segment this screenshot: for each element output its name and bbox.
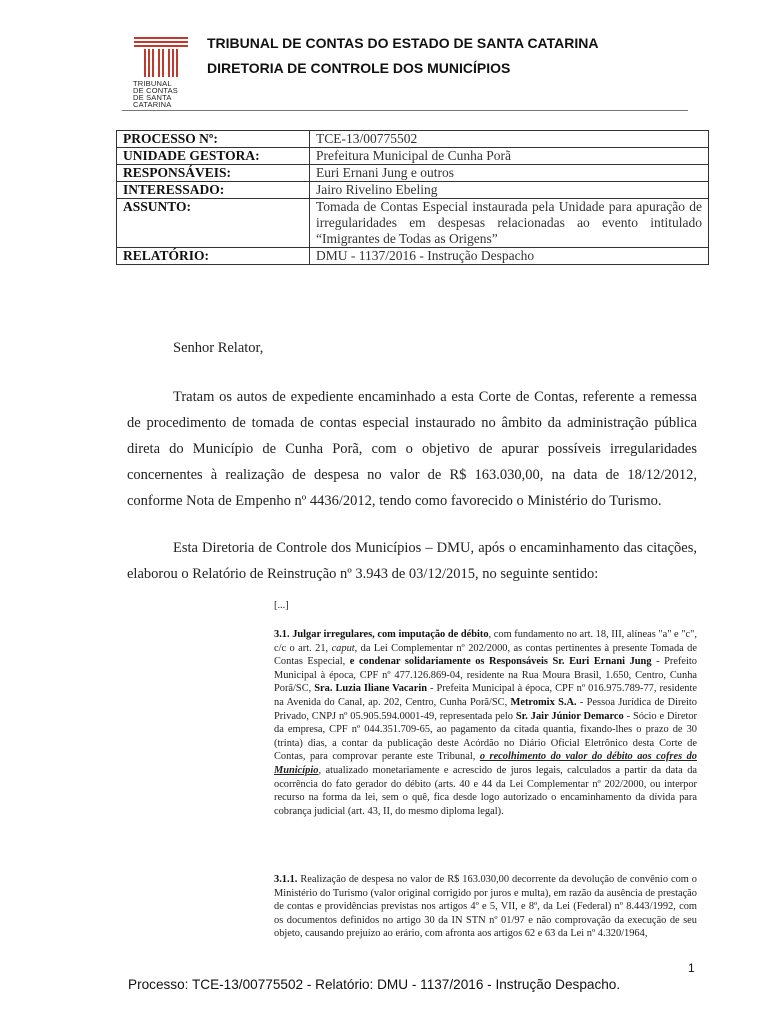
quote-bold: Sr. Jair Júnior Demarco	[515, 710, 624, 722]
unidade-label: UNIDADE GESTORA:	[117, 148, 310, 165]
responsaveis-label: RESPONSÁVEIS:	[117, 165, 310, 182]
tce-logo-icon	[130, 33, 192, 81]
interessado-value: Jairo Rivelino Ebeling	[310, 182, 709, 199]
assunto-label: ASSUNTO:	[117, 199, 310, 248]
table-row	[117, 131, 709, 148]
quote-bold: Metromix S.A.	[510, 696, 577, 708]
header-subtitle: DIRETORIA DE CONTROLE DOS MUNICÍPIOS	[207, 60, 511, 76]
quote-item-3-1-1	[274, 873, 697, 941]
quote-bold: 3.1. Julgar irregulares, com imputação de débito	[274, 629, 489, 640]
quote-text: - Sócio e Diretor da empresa, CPF nº 044.351.709-65, ao pagamento da citada quantia, fixando-lhes o prazo de 30 (trinta) dias, a contar da publicação deste Acórdão no Diário Oficial Eletrônico desta Corte de Contas, para comprovar perante este Tribunal,	[274, 710, 697, 763]
logo-text-line: TRIBUNAL	[133, 79, 172, 88]
table-row	[117, 148, 709, 165]
quote-text: - Prefeito Municipal à época, CPF nº 477.126.869-04, residente na Rua Moura Brasil, 1.650, Centro, Cunha Porã/SC,	[274, 656, 697, 695]
logo-text-line: DE SANTA	[133, 93, 172, 102]
quote-bold: Sra. Luzia Iliane Vacarin	[314, 683, 428, 695]
page-footer: Processo: TCE-13/00775502 - Relatório: DMU - 1137/2016 - Instrução Despacho.	[128, 977, 621, 992]
logo-wordmark	[133, 80, 193, 108]
quote-text: , da Lei Complementar nº 202/2000, as contas pertinentes à presente Tomada de Contas Especial,	[274, 642, 697, 668]
responsaveis-value: Euri Ernani Jung e outros	[310, 165, 709, 182]
quote-bold-italic: o recolhimento do valor do débito aos cofres do Município	[274, 751, 698, 776]
header-divider	[122, 110, 688, 111]
quote-item-3-1	[274, 628, 697, 818]
table-row	[117, 248, 709, 265]
quote-bold: 3.1.1.	[274, 874, 298, 885]
process-info-table	[116, 130, 709, 265]
quote-text: - Pessoa Jurídica de Direito Privado, CNPJ nº 05.905.594.0001-49, representada pelo	[274, 696, 697, 722]
quote-italic: caput	[331, 642, 355, 654]
quote-text: - Prefeita Municipal à época, CPF nº 016.975.789-77, residente na Avenida do Canal, ap. 202, Centro, Cunha Porã/SC,	[274, 683, 698, 708]
quote-bold: e condenar solidariamente os Responsáveis Sr. Euri Ernani Jung	[349, 656, 652, 668]
page-number: 1	[688, 961, 695, 975]
processo-label: PROCESSO Nº:	[117, 131, 310, 148]
table-row	[117, 182, 709, 199]
relatorio-value: DMU - 1137/2016 - Instrução Despacho	[310, 248, 709, 265]
tce-logo	[130, 33, 192, 107]
quote-text: , atualizado monetariamente e acrescido de juros legais, calculados a partir da data da ocorrência do fato gerador do débito (arts. 40 e 44 da Lei Complementar nº 202/2000, ou interpor recurso na forma da lei, sem o quê, fica desde logo autorizado o encaminhamento da dívida para cobrança judicial (art. 43, II, do mesmo diploma legal).	[274, 764, 697, 817]
salutation: Senhor Relator,	[173, 340, 264, 356]
unidade-value: Prefeitura Municipal de Cunha Porã	[310, 148, 709, 165]
logo-text-line: CATARINA	[133, 100, 172, 109]
quote-ellipsis: [...]	[274, 600, 289, 611]
table-row	[117, 165, 709, 182]
table-row	[117, 199, 709, 248]
assunto-value: Tomada de Contas Especial instaurada pela Unidade para apuração de irregularidades em despesas relacionadas ao evento intitulado “Imigrantes de Todas as Origens”	[310, 199, 709, 248]
body-paragraph-2: Esta Diretoria de Controle dos Municípios – DMU, após o encaminhamento das citações, elaborou o Relatório de Reinstrução nº 3.943 de 03/12/2015, no seguinte sentido:	[127, 540, 697, 582]
interessado-label: INTERESSADO:	[117, 182, 310, 199]
quote-text: Realização de despesa no valor de R$ 163.030,00 decorrente da devolução de convênio com o Ministério do Turismo (valor original corrigido por juros e multa), em razão da ausência de prestação de contas e providências previstas nos artigos 4º e 5, VII, e 8º, da Lei (Federal) nº 8.443/1992, com os documentos definidos no artigo 30 da IN STN nº 01/97 e não comprovação da execução de seu objeto, causando prejuízo ao erário, com afronta aos artigos 62 e 63 da Lei nº 4.320/1964,	[274, 874, 697, 940]
processo-value: TCE-13/00775502	[310, 131, 709, 148]
relatorio-label: RELATÓRIO:	[117, 248, 310, 265]
header-title: TRIBUNAL DE CONTAS DO ESTADO DE SANTA CATARINA	[207, 35, 599, 51]
logo-text-line: DE CONTAS	[133, 86, 178, 95]
body-paragraph-1: Tratam os autos de expediente encaminhado a esta Corte de Contas, referente a remessa de procedimento de tomada de contas especial instaurado no âmbito da administração pública direta do Município de Cunha Porã, com o objetivo de apurar possíveis irregularidades concernentes à realização de despesa no valor de R$ 163.030,00, na data de 18/12/2012, conforme Nota de Empenho nº 4436/2012, tendo como favorecido o Ministério do Turismo.	[127, 389, 697, 509]
quote-text: , com fundamento no art. 18, III, alíneas "a" e "c", c/c o art. 21,	[274, 629, 697, 654]
